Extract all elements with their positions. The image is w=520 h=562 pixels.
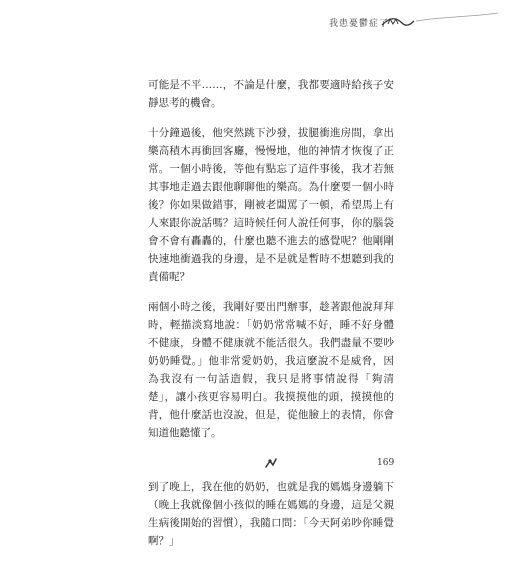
body-paragraph: 可能是不平……，不論是什麼，我都要適時給孩子安靜思考的機會。 bbox=[148, 79, 394, 109]
body-paragraph: 十分鐘過後，他突然跳下沙發，拔腿衝進房間，拿出樂高積木再衝回客廳，慢慢地，他的神情才恢復了正常。一個小時後，等他有點忘了這件事後，我才若無其事地走過去跟他聊聊他的樂高。為什麼要一個小時後？你如果做錯事，剛被老闆罵了一頓，希望馬上有人來跟你說話嗎？這時候任何人說任何事，你的腦袋會不會有轟轟的，什麼也聽不進去的感覺呢？他剛剛快速地衝過我的身邊，是不是就是暫時不想聽到我的責備呢？ bbox=[148, 127, 394, 283]
page-number: 169 bbox=[377, 458, 395, 468]
header-book-title: 我患憂鬱症了 bbox=[329, 19, 390, 29]
page-body bbox=[148, 76, 394, 562]
body-paragraph: 到了晚上，我在他的奶奶，也就是我的媽媽身邊躺下（晚上我就像個小孩似的睡在媽媽的身邊，這是父親生病後開始的習慣），我隨口問：「今天阿弟吵你睡覺啊？」 bbox=[148, 481, 394, 547]
section-divider-icon bbox=[148, 454, 394, 466]
body-paragraph: 兩個小時之後，我剛好要出門辦事，趁著跟他說拜拜時，輕描淡寫地說：「奶奶常常喊不好，睡不好身體不健康，身體不健康就不能活很久。我們盡量不要吵奶奶睡覺。」他非常愛奶奶，我這麼說不是威脅，因為我沒有一句話造假，我只是將事情說得「夠清楚」，讓小孩更容易明白。我摸摸他的頭，摸摸他的背，他什麼話也沒說，但是，從他臉上的表情，你會知道他聽懂了。 bbox=[148, 301, 394, 439]
header-ornament-icon bbox=[380, 11, 500, 33]
running-header bbox=[0, 0, 520, 40]
